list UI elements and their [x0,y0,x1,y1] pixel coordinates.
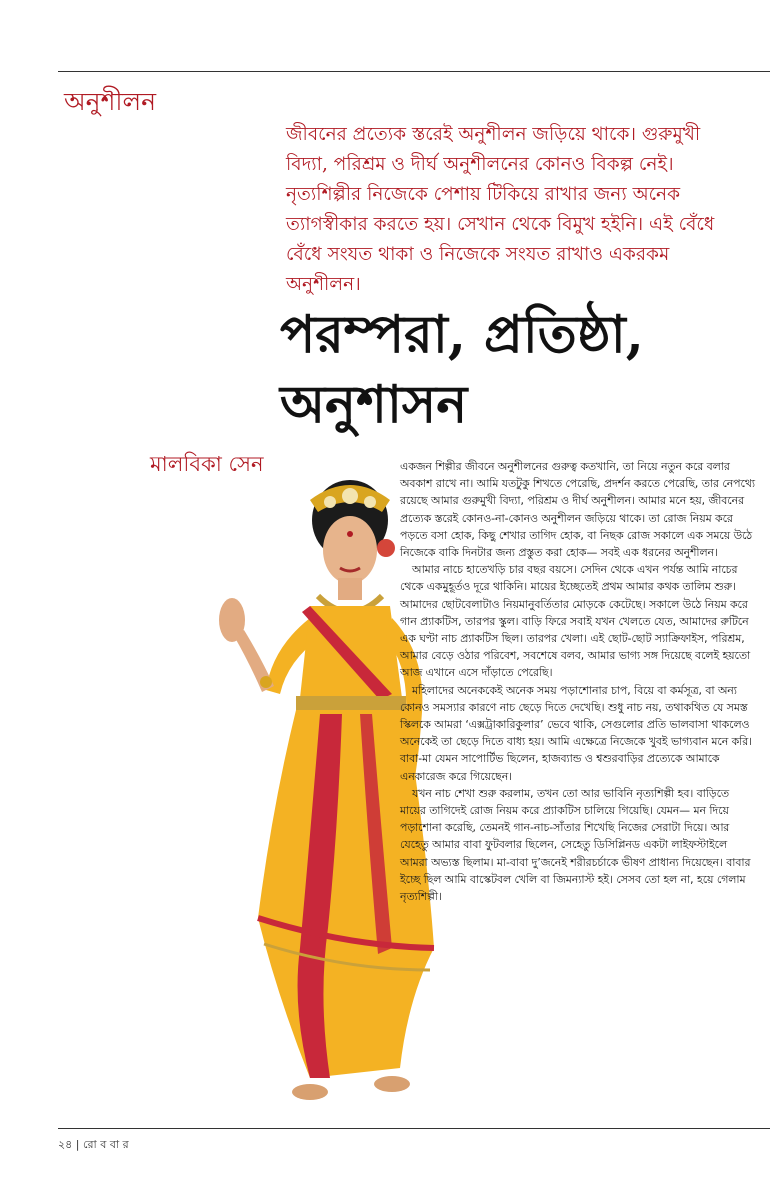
section-label: অনুশীলন [64,87,157,116]
top-rule [58,71,770,72]
article-paragraph: একজন শিল্পীর জীবনে অনুশীলনের গুরুত্ব কতখানি, তা নিয়ে নতুন করে বলার অবকাশ রাখে না। আমি যতটুকু শিখতে পেরেছি, প্রদর্শন করতে পেরেছি, তার নেপথ্যে রয়েছে আমার গুরুমুখী বিদ্যা, পরিশ্রম ও দীর্ঘ অনুশীলন। আমার মনে হয়, জীবনের প্রত্যেক স্তরেই কোনও-না-কোনও অনুশীলন জড়িয়ে থাকে। তা রোজ নিয়ম করে পড়তে বসা হোক, কিছু শেখার তাগিদ হোক, বা নিছক রোজ সকালে এক সময়ে উঠে নিজেকে বাকি দিনটার জন্য প্রস্তুত করা হোক— সবই এক ধরনের অনুশীলন। [400,460,755,560]
article-paragraph: মহিলাদের অনেককেই অনেক সময় পড়াশোনার চাপ, বিয়ে বা কর্মসূত্র, বা অন্য কোনও সমস্যার কারণে নাচ ছেড়ে দিতে দেখেছি। শুধু নাচ নয়, তথাকথিত যে সমস্ত স্কিলকে আমরা ‘এক্সট্রাকারিকুলার’ ভেবে থাকি, সেগুলোর প্রতি ভালবাসা থাকলেও অনেকেই তা ছেড়ে দিতে বাধ্য হয়। আমি এক্ষেত্রে নিজেকে খুবই ভাগ্যবান মনে করি। বাবা-মা যেমন সাপোর্টিভ ছিলেন, হাজব্যান্ড ও শ্বশুরবাড়ির প্রত্যেকে আমাকে এনকারেজ করে গিয়েছেন। [400,683,753,783]
footer-rule [58,1128,770,1129]
page-footer [58,1136,129,1155]
intro-paragraph: জীবনের প্রত্যেক স্তরেই অনুশীলন জড়িয়ে থাকে। গুরুমুখী বিদ্যা, পরিশ্রম ও দীর্ঘ অনুশীলনের কোনও বিকল্প নেই। নৃত্যশিল্পীর নিজেকে পেশায় টিকিয়ে রাখার জন্য অনেক ত্যাগস্বীকার করতে হয়। সেখান থেকে বিমুখ হইনি। এই বেঁধে বেঁধে সংযত থাকা ও নিজেকে সংযত রাখাও একরকম অনুশীলন। [286,124,715,295]
headline-line-1: পরম্পরা, প্রতিষ্ঠা, [280,304,644,365]
article-body [400,458,755,905]
article-paragraph: আমার নাচে হাতেখড়ি চার বছর বয়সে। সেদিন থেকে এখন পর্যন্ত আমি নাচের থেকে একমুহূর্তও দূরে থাকিনি। মায়ের ইচ্ছেতেই প্রথম আমার কথক তালিম শুরু। আমাদের ছোটবেলাটাও নিয়মানুবর্তিতার মোড়কে কেটেছে। সকালে উঠে নিয়ম করে গান প্র্যাকটিস, তারপর স্কুল। বাড়ি ফিরে সবাই যখন খেলতে যেত, আমাদের রুটিনে এক ঘণ্টা নাচ প্র্যাকটিস ছিল। তারপর খেলা। এই ছোট-ছোট স্যাক্রিফাইস, পরিশ্রম, আমার বেড়ে ওঠার পরিবেশ, সবশেষে বলব, আমার ভাগ্য সঙ্গ দিয়েছে বলেই হয়তো আজ এখানে এসে দাঁড়াতে পেরেছি। [400,563,751,680]
headline-line-2: অনুশাসন [280,374,468,435]
publication-name: রো ব বা র [83,1138,129,1151]
headline [280,300,760,440]
footer-separator: | [75,1138,83,1151]
page-number: ২৪ [58,1138,73,1151]
byline: মালবিকা সেন [150,452,264,476]
article-paragraph: যখন নাচ শেখা শুরু করলাম, তখন তো আর ভাবিনি নৃত্যশিল্পী হব। বাড়িতে মায়ের তাগিদেই রোজ নিয়ম করে প্র্যাকটিস চালিয়ে গিয়েছি। যেমন— মন দিয়ে পড়াশোনা করেছি, তেমনই গান-নাচ-সাঁতার শিখেছি নিজের সেরাটা দিয়ে। আর যেহেতু আমার বাবা ফুটবলার ছিলেন, সেহেতু ডিসিপ্লিনড একটা লাইফস্টাইলে আমরা অভ্যস্ত ছিলাম। মা-বাবা দু’জনেই শরীরচর্চাকে ভীষণ প্রাধান্য দিয়েছেন। বাবার ইচ্ছে ছিল আমি বাস্কেটবল খেলি বা জিমন্যাস্ট হই। সেসব তো হল না, হয়ে গেলাম নৃত্যশিল্পী। [400,786,751,904]
